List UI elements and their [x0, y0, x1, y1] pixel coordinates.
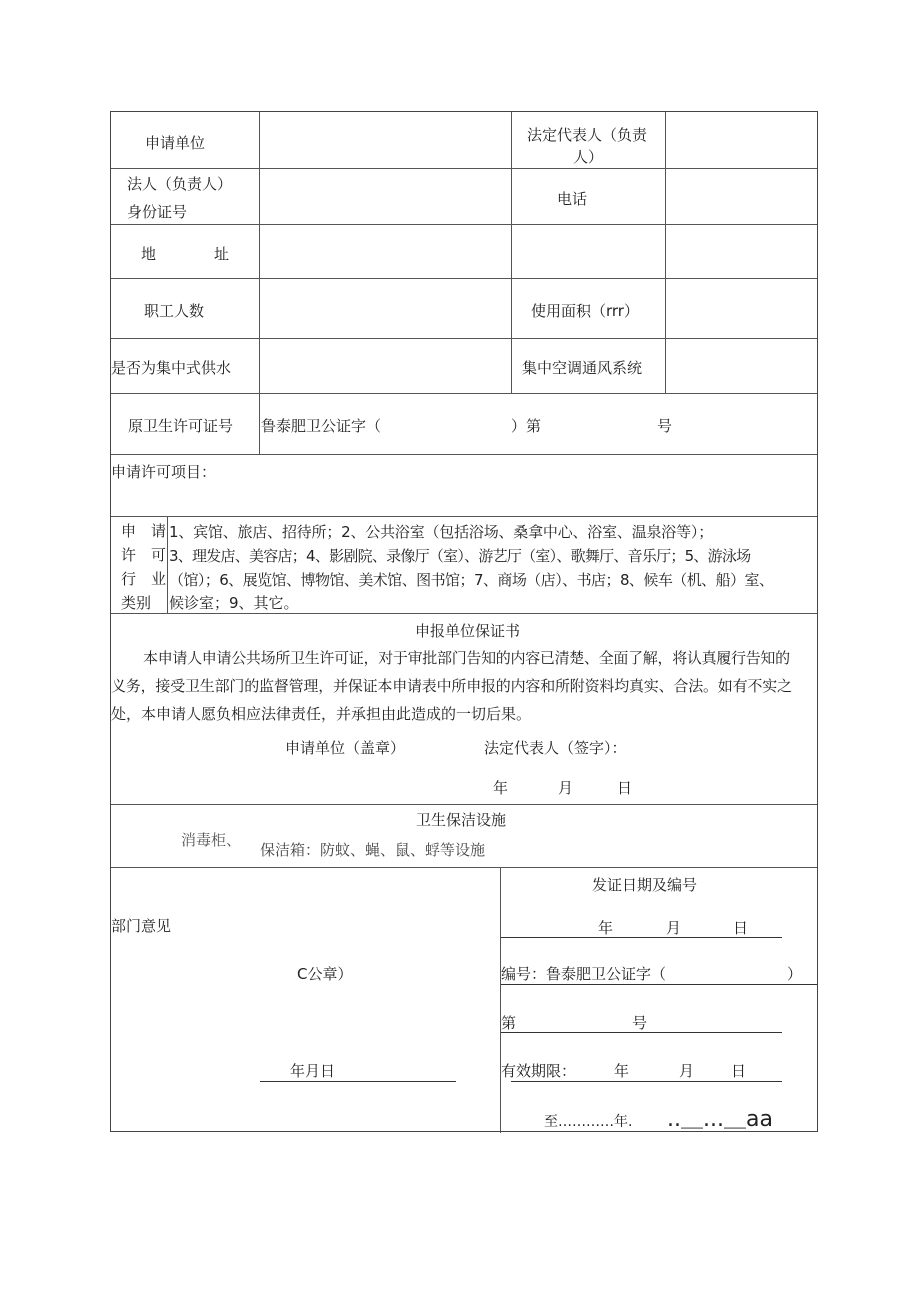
signature-label: 法定代表人（签字）：: [484, 739, 627, 757]
application-form: [110, 111, 818, 1132]
department-date-underline: [260, 1081, 456, 1082]
id-number-field[interactable]: [260, 169, 511, 224]
issuance-date-underline: [501, 937, 782, 938]
phone-label: 电话: [557, 190, 588, 208]
industry-label-line: 许 可: [121, 546, 167, 564]
industry-line-4: 候诊室；9、其它。: [169, 594, 299, 612]
original-permit-word-field[interactable]: [386, 408, 511, 438]
department-opinion-field[interactable]: [111, 868, 499, 1132]
industry-line-2: 3、理发店、美容店；4、影剧院、录像厅（室）、游艺厅（室）、歌舞厅、音乐厅；5、游泳场: [169, 547, 751, 565]
original-permit-number-field[interactable]: [541, 408, 656, 438]
number-word-field[interactable]: [671, 957, 786, 985]
original-permit-label: 原卫生许可证号: [128, 417, 234, 435]
validity-to-line: 至…………年.: [544, 1114, 633, 1130]
original-permit-middle: ）第: [511, 417, 542, 435]
issuance-title: 发证日期及编号: [592, 876, 698, 894]
guarantee-line-1: 本申请人申请公共场所卫生许可证，对于审批部门告知的内容已清楚、全面了解，将认真履行告知的: [143, 649, 790, 667]
sequence-underline: [501, 1032, 782, 1033]
industry-line-3: （馆）；6、展览馆、博物馆、美术馆、图书馆；7、商场（店）、书店；8、候车（机、船）室、: [169, 571, 774, 589]
issuance-year: 年: [598, 919, 614, 937]
department-seal: C公章）: [297, 965, 353, 983]
number-hao: 号: [632, 1014, 648, 1032]
signature-field[interactable]: [641, 728, 811, 758]
central-water-label: 是否为集中式供水: [111, 359, 232, 377]
number-sequence-field[interactable]: [521, 1006, 621, 1034]
floor-area-field[interactable]: [666, 279, 817, 338]
number-prefix: 编号：鲁泰肥卫公证字（: [501, 965, 667, 983]
issuance-day: 日: [733, 919, 749, 937]
id-number-label-line1: 法人（负责人）: [127, 175, 233, 193]
legal-rep-field[interactable]: [666, 112, 817, 168]
staff-count-label: 职工人数: [144, 302, 205, 320]
number-underline: [501, 984, 817, 985]
guarantee-line-2: 义务，接受卫生部门的监督管理，并保证本申请表中所申报的内容和所附资料均真实、合法。如有不实之: [111, 677, 792, 695]
industry-label-line: 行 业: [121, 570, 167, 588]
industry-category-label: [111, 519, 168, 615]
issuance-month: 月: [666, 919, 682, 937]
guarantee-line-3: 处，本申请人愿负相应法律责任，并承担由此造成的一切后果。: [111, 705, 532, 723]
number-suffix: ）: [787, 965, 803, 983]
industry-label-line: 申 请: [121, 522, 167, 540]
applicant-unit-field[interactable]: [260, 112, 511, 168]
guarantee-day: 日: [617, 779, 633, 797]
seal-label: 申请单位（盖章）: [285, 739, 406, 757]
original-permit-suffix: 号: [657, 417, 673, 435]
validity-day: 日: [731, 1062, 747, 1080]
original-permit-prefix: 鲁泰肥卫公证字（: [261, 417, 382, 435]
address-field[interactable]: [260, 225, 817, 278]
central-ac-label: 集中空调通风系统: [522, 359, 643, 377]
validity-underline: [511, 1081, 782, 1082]
floor-area-label: 使用面积（rrr）: [531, 302, 639, 320]
row-divider: [111, 516, 817, 517]
row-divider: [111, 613, 817, 614]
industry-line-1: 1、宾馆、旅店、招待所；2、公共浴室（包括浴场、桑拿中心、浴室、温泉浴等）；: [169, 523, 713, 541]
guarantee-year: 年: [493, 779, 509, 797]
legal-rep-label-line1: 法定代表人（负责: [527, 126, 648, 144]
validity-year: 年: [614, 1062, 630, 1080]
phone-field[interactable]: [666, 169, 817, 224]
row-divider: [111, 393, 817, 394]
row-divider: [111, 804, 817, 805]
department-date: 年月日: [290, 1062, 336, 1080]
hygiene-item-2: 保洁箱：防蚊、蝇、鼠、蜉等设施: [260, 841, 486, 859]
guarantee-title: 申报单位保证书: [415, 622, 521, 640]
hygiene-item-1: 消毒柜、: [181, 831, 242, 849]
row-divider: [111, 454, 817, 455]
legal-rep-label-line2: 人）: [573, 148, 604, 166]
hygiene-title: 卫生保洁设施: [416, 811, 507, 829]
industry-label-line: 类别: [121, 594, 152, 612]
guarantee-month: 月: [558, 779, 574, 797]
validity-garbled-text: ..＿...＿aa: [667, 1107, 773, 1132]
department-opinion-label: 部门意见: [111, 917, 172, 935]
applicant-unit-label: 申请单位: [145, 134, 206, 152]
number-di: 第: [501, 1014, 517, 1032]
address-label-a: 地: [141, 245, 157, 263]
col-divider: [500, 867, 501, 1133]
validity-month: 月: [679, 1062, 695, 1080]
id-number-label-line2: 身份证号: [127, 203, 188, 221]
permit-items-label: 申请许可项目：: [111, 463, 217, 481]
validity-label: 有效期限：: [501, 1062, 577, 1080]
address-label-b: 址: [214, 245, 230, 263]
staff-count-field[interactable]: [260, 279, 511, 338]
central-ac-field[interactable]: [666, 339, 817, 393]
permit-items-field[interactable]: [111, 482, 817, 516]
central-water-field[interactable]: [260, 339, 511, 393]
